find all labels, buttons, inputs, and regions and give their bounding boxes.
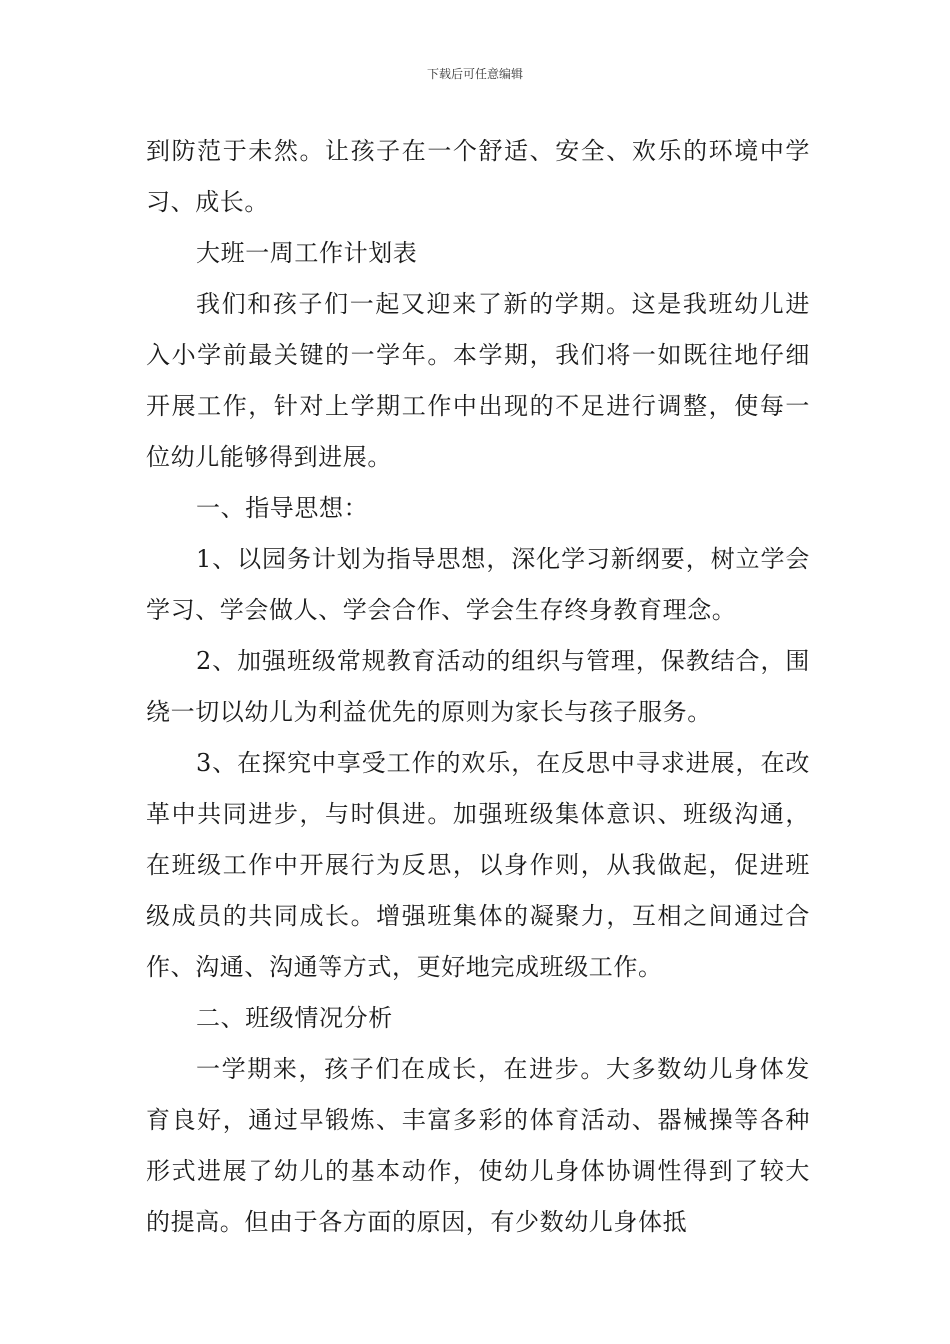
document-body	[146, 126, 810, 1248]
list-item-2: 2、加强班级常规教育活动的组织与管理，保教结合，围绕一切以幼儿为利益优先的原则为家长与孩子服务。	[146, 647, 810, 726]
paragraph-continuation: 到防范于未然。让孩子在一个舒适、安全、欢乐的环境中学习、成长。	[146, 137, 810, 216]
section-title-weekly-plan: 大班一周工作计划表	[196, 239, 418, 267]
list-item-3: 3、在探究中享受工作的欢乐，在反思中寻求进展，在改革中共同进步，与时俱进。加强班级集体意识、班级沟通，在班级工作中开展行为反思，以身作则，从我做起，促进班级成员的共同成长。增强班集体的凝聚力，互相之间通过合作、沟通、沟通等方式，更好地完成班级工作。	[146, 749, 810, 981]
heading-class-analysis: 二、班级情况分析	[196, 1004, 393, 1032]
heading-guiding-thought: 一、指导思想：	[196, 494, 369, 522]
list-item-1: 1、以园务计划为指导思想，深化学习新纲要，树立学会学习、学会做人、学会合作、学会生存终身教育理念。	[146, 545, 810, 624]
page-header-note: 下载后可任意编辑	[426, 67, 523, 81]
paragraph-analysis: 一学期来，孩子们在成长，在进步。大多数幼儿身体发育良好，通过早锻炼、丰富多彩的体育活动、器械操等各种形式进展了幼儿的基本动作，使幼儿身体协调性得到了较大的提高。但由于各方面的原因，有少数幼儿身体抵	[146, 1055, 810, 1236]
paragraph-intro: 我们和孩子们一起又迎来了新的学期。这是我班幼儿进入小学前最关键的一学年。本学期，我们将一如既往地仔细开展工作，针对上学期工作中出现的不足进行调整，使每一位幼儿能够得到进展。	[146, 290, 810, 471]
